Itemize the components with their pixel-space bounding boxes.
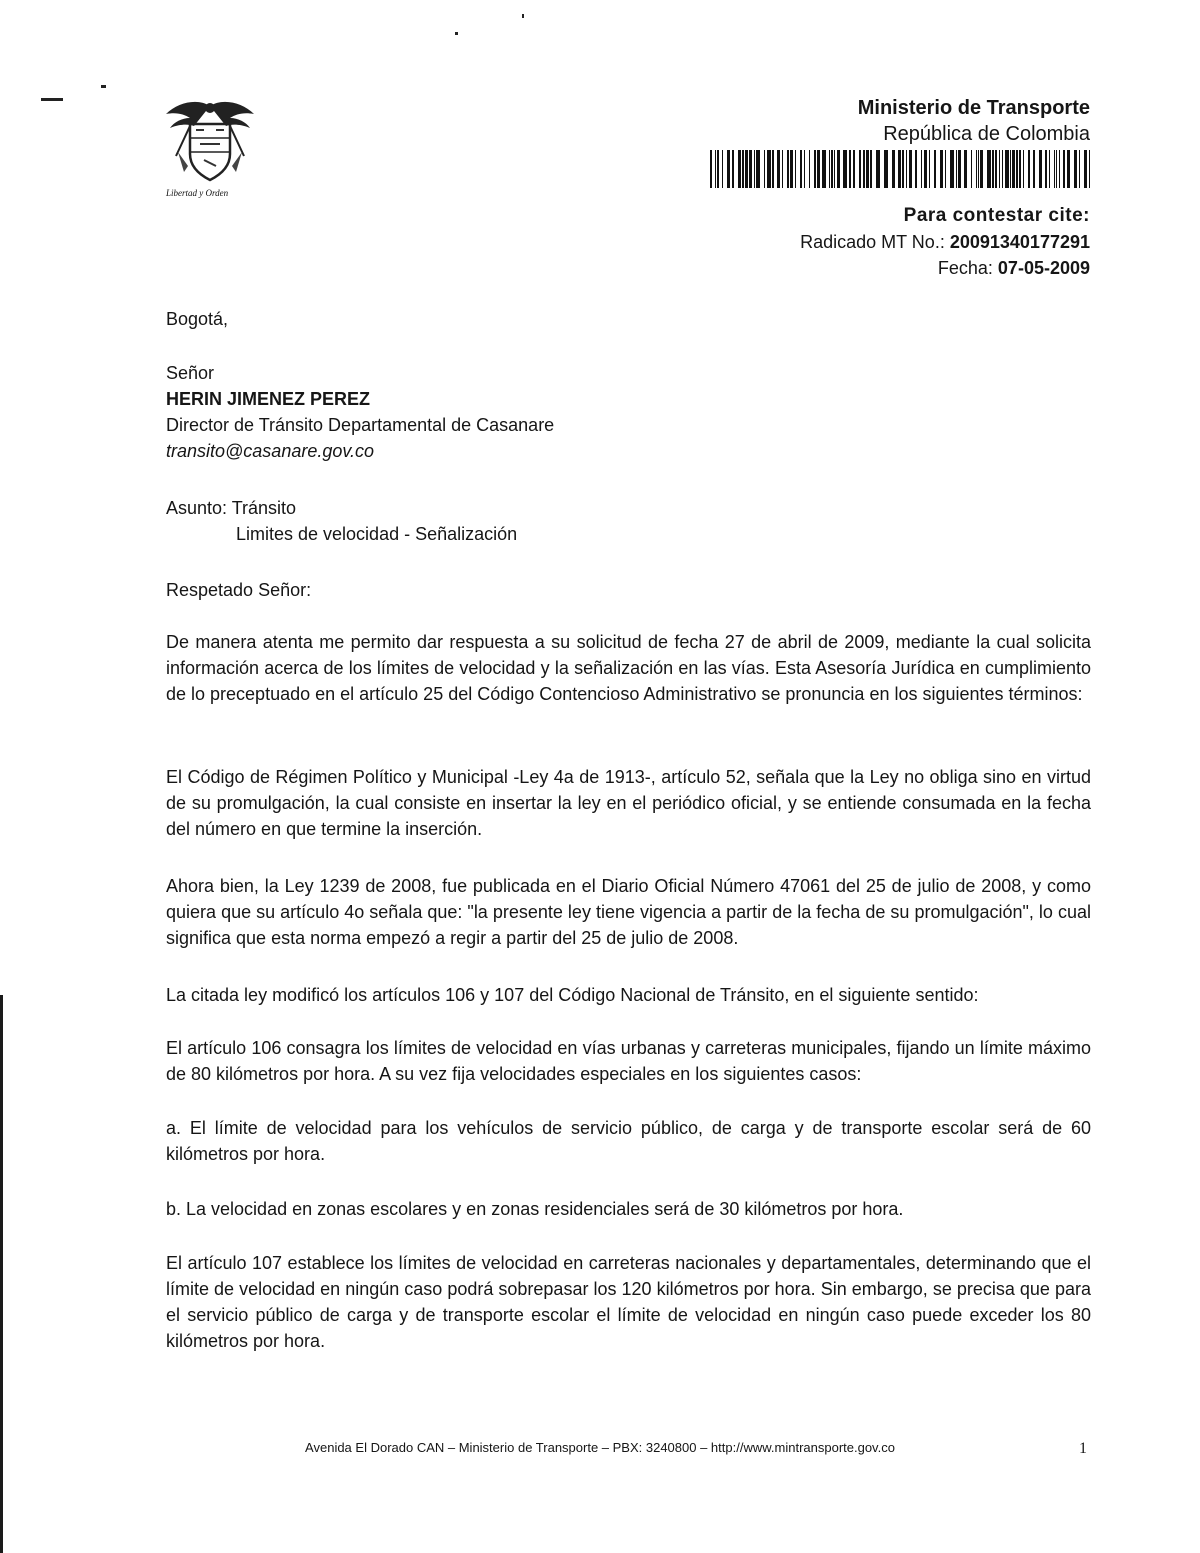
subject-label: Asunto: Tránsito bbox=[166, 498, 297, 518]
barcode-bar bbox=[1063, 150, 1065, 188]
list-item-a: a. El límite de velocidad para los vehículos de servicio público, de carga y de transporte escolar será de 60 kilómetros por hora. bbox=[166, 1118, 1091, 1164]
logo-motto: Libertad y Orden bbox=[166, 188, 229, 198]
barcode-bar bbox=[1074, 150, 1077, 188]
letterhead bbox=[858, 96, 1090, 147]
barcode-bar bbox=[1084, 150, 1087, 188]
barcode-bar bbox=[898, 150, 901, 188]
recipient-email: transito@casanare.gov.co bbox=[166, 441, 375, 461]
scan-speck bbox=[41, 98, 63, 101]
barcode-bar bbox=[717, 150, 719, 188]
barcode-bar bbox=[992, 150, 994, 188]
subject-block bbox=[166, 495, 1091, 547]
republic-name: República de Colombia bbox=[883, 123, 1090, 145]
barcode-bar bbox=[863, 150, 865, 188]
list-item-b: b. La velocidad en zonas escolares y en zonas residenciales será de 30 kilómetros por hora. bbox=[166, 1199, 904, 1219]
barcode-bar bbox=[1059, 150, 1060, 188]
barcode-bar bbox=[814, 150, 816, 188]
barcode-bar bbox=[950, 150, 954, 188]
barcode-bar bbox=[1005, 150, 1009, 188]
barcode-bar bbox=[831, 150, 833, 188]
scan-speck bbox=[522, 14, 524, 18]
barcode-bar bbox=[834, 150, 835, 188]
barcode-bar bbox=[1067, 150, 1070, 188]
radicado-line bbox=[800, 229, 1090, 255]
barcode-bar bbox=[958, 150, 961, 188]
barcode-bar bbox=[1039, 150, 1042, 188]
barcode-bar bbox=[956, 150, 957, 188]
barcode-bar bbox=[909, 150, 912, 188]
barcode-bar bbox=[945, 150, 946, 188]
barcode-bar bbox=[964, 150, 967, 188]
barcode-bar bbox=[870, 150, 872, 188]
barcode-bar bbox=[921, 150, 922, 188]
page-number: 1 bbox=[1079, 1440, 1087, 1457]
subject-detail: Limites de velocidad - Señalización bbox=[236, 524, 518, 544]
barcode-bar bbox=[902, 150, 904, 188]
barcode-bar bbox=[756, 150, 760, 188]
ministry-name: Ministerio de Transporte bbox=[857, 97, 1090, 119]
barcode-bar bbox=[772, 150, 774, 188]
barcode-bar bbox=[1089, 150, 1090, 188]
greeting: Respetado Señor: bbox=[166, 580, 312, 600]
barcode bbox=[710, 150, 1090, 188]
barcode-bar bbox=[800, 150, 802, 188]
barcode-bar bbox=[853, 150, 855, 188]
cite-title: Para contestar cite: bbox=[903, 205, 1090, 226]
barcode-bar bbox=[915, 150, 917, 188]
fecha-label: Fecha: bbox=[937, 258, 993, 278]
barcode-bar bbox=[767, 150, 771, 188]
barcode-bar bbox=[1012, 150, 1015, 188]
barcode-bar bbox=[822, 150, 826, 188]
barcode-bar bbox=[1056, 150, 1057, 188]
barcode-bar bbox=[971, 150, 972, 188]
barcode-bar bbox=[1028, 150, 1030, 188]
barcode-bar bbox=[749, 150, 752, 188]
barcode-bar bbox=[738, 150, 741, 188]
barcode-bar bbox=[1054, 150, 1055, 188]
barcode-bar bbox=[866, 150, 869, 188]
barcode-bar bbox=[790, 150, 793, 188]
barcode-bar bbox=[732, 150, 734, 188]
paragraph: La citada ley modificó los artículos 106 y 107 del Código Nacional de Tránsito, en el siguiente sentido: bbox=[166, 985, 979, 1005]
barcode-bar bbox=[1016, 150, 1018, 188]
barcode-bar bbox=[843, 150, 847, 188]
barcode-bar bbox=[1023, 150, 1024, 188]
barcode-bar bbox=[804, 150, 805, 188]
barcode-bar bbox=[742, 150, 744, 188]
radicado-number: 20091340177291 bbox=[949, 232, 1090, 252]
coat-of-arms-logo bbox=[160, 96, 260, 201]
barcode-bar bbox=[745, 150, 748, 188]
barcode-bar bbox=[1010, 150, 1011, 188]
barcode-bar bbox=[754, 150, 755, 188]
barcode-bar bbox=[934, 150, 936, 188]
radicado-label: Radicado MT No.: bbox=[800, 232, 945, 252]
barcode-bar bbox=[782, 150, 783, 188]
barcode-bar bbox=[978, 150, 979, 188]
barcode-bar bbox=[999, 150, 1000, 188]
barcode-bar bbox=[892, 150, 895, 188]
barcode-bar bbox=[1049, 150, 1050, 188]
barcode-bar bbox=[795, 150, 796, 188]
barcode-bar bbox=[906, 150, 907, 188]
barcode-bar bbox=[1033, 150, 1035, 188]
barcode-bar bbox=[837, 150, 840, 188]
barcode-bar bbox=[787, 150, 789, 188]
barcode-bar bbox=[929, 150, 930, 188]
fecha-value: 07-05-2009 bbox=[997, 258, 1090, 278]
barcode-bar bbox=[980, 150, 983, 188]
footer-address: Avenida El Dorado CAN – Ministerio de Transporte – PBX: 3240800 – http://www.mintransporte.gov.co bbox=[305, 1440, 895, 1455]
recipient-name: HERIN JIMENEZ PEREZ bbox=[166, 389, 371, 409]
barcode-bar bbox=[727, 150, 730, 188]
barcode-bar bbox=[849, 150, 851, 188]
barcode-bar bbox=[940, 150, 943, 188]
barcode-bar bbox=[1019, 150, 1021, 188]
coat-of-arms-icon bbox=[160, 96, 260, 188]
barcode-bar bbox=[1079, 150, 1080, 188]
salutation-title: Señor bbox=[166, 363, 215, 383]
scan-speck bbox=[455, 32, 458, 35]
paragraph: Ahora bien, la Ley 1239 de 2008, fue publicada en el Diario Oficial Número 47061 del 25 de julio de 2008, y como quiera que su artículo 4o señala que: "la presente ley tiene vigencia a partir de la fecha de su promulgación", lo cual significa que esta norma empezó a regir a partir del 25 de julio de 2008. bbox=[166, 876, 1091, 948]
barcode-bar bbox=[987, 150, 991, 188]
recipient-block bbox=[166, 360, 1091, 464]
scan-edge-shadow bbox=[0, 995, 3, 1553]
barcode-bar bbox=[1045, 150, 1047, 188]
barcode-bar bbox=[809, 150, 810, 188]
paragraph: El artículo 106 consagra los límites de velocidad en vías urbanas y carreteras municipales, fijando un límite máximo de 80 kilómetros por hora. A su vez fija velocidades especiales en los siguientes casos: bbox=[166, 1038, 1091, 1084]
place: Bogotá, bbox=[166, 309, 229, 329]
barcode-bar bbox=[710, 150, 712, 188]
recipient-role: Director de Tránsito Departamental de Casanare bbox=[166, 415, 555, 435]
fecha-line bbox=[800, 255, 1090, 281]
barcode-bar bbox=[995, 150, 997, 188]
citation-block bbox=[800, 203, 1090, 281]
barcode-bar bbox=[777, 150, 780, 188]
barcode-bar bbox=[859, 150, 861, 188]
barcode-bar bbox=[876, 150, 880, 188]
barcode-bar bbox=[884, 150, 888, 188]
barcode-bar bbox=[817, 150, 820, 188]
paragraph: El artículo 107 establece los límites de velocidad en carreteras nacionales y departamentales, determinando que el límite de velocidad en ningún caso podrá sobrepasar los 120 kilómetros por hora. Sin embargo, se precisa que para el servicio público de carga y de transporte escolar el límite de velocidad en ningún caso puede exceder los 80 kilómetros por hora. bbox=[166, 1253, 1091, 1351]
scan-speck bbox=[101, 85, 106, 88]
barcode-bar bbox=[924, 150, 927, 188]
barcode-bar bbox=[722, 150, 723, 188]
barcode-bar bbox=[715, 150, 716, 188]
paragraph: El Código de Régimen Político y Municipal -Ley 4a de 1913-, artículo 52, señala que la Ley no obliga sino en virtud de su promulgación, la cual consiste en insertar la ley en el periódico oficial, y se entiende consumada en la fecha del número en que termine la inserción. bbox=[166, 767, 1091, 839]
paragraph: De manera atenta me permito dar respuesta a su solicitud de fecha 27 de abril de 2009, mediante la cual solicita información acerca de los límites de velocidad y la señalización en las vías. Esta Asesoría Jurídica en cumplimiento de lo preceptuado en el artículo 25 del Código Contencioso Administrativo se pronuncia en los siguientes términos: bbox=[166, 632, 1091, 704]
barcode-bar bbox=[976, 150, 977, 188]
barcode-bar bbox=[1002, 150, 1003, 188]
barcode-bar bbox=[829, 150, 830, 188]
barcode-bar bbox=[764, 150, 765, 188]
